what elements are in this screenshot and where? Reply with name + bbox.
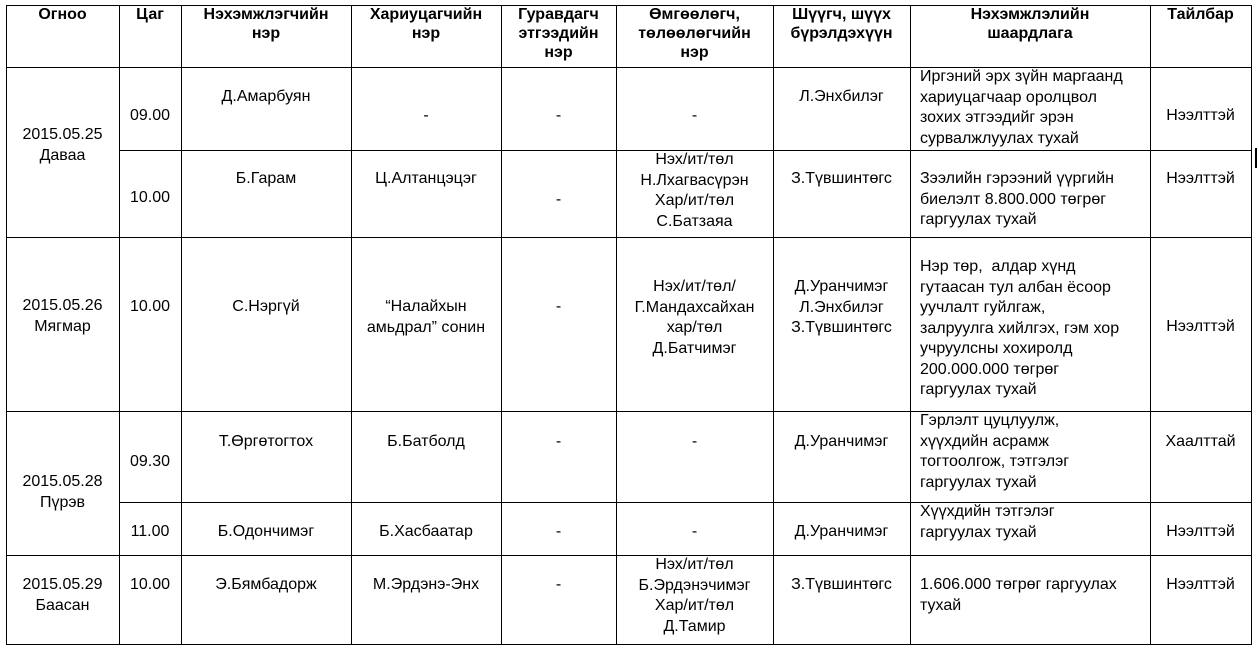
judge-cell: Д.Уранчимэг xyxy=(794,433,889,450)
time-cell: 11.00 xyxy=(130,523,170,540)
note-cell: Нээлттэй xyxy=(1166,318,1235,335)
claim-cell: Нэр төр, алдар хүнд гутаасан тул албан ёсоор уучлалт гуйлгаж, залруулга хийлгэх, гэм хор учруулсны хохиролд 200.000.000 төгрөг гаргуулах тухай xyxy=(920,258,1120,398)
third-party-cell: - xyxy=(555,576,562,593)
advocate-cell: - xyxy=(691,433,698,450)
defendant-cell: “Налайхын амьдрал” сонин xyxy=(366,298,486,336)
time-cell: 10.00 xyxy=(129,189,171,206)
judge-cell: Д.Уранчимэг Л.Энхбилэг З.Түвшинтөгс xyxy=(791,278,892,336)
note-cell: Нээлттэй xyxy=(1166,523,1235,540)
claim-cell: Иргэний эрх зүйн маргаанд хариуцагчаар оролцвол зохих этгээдийг эрэн сурвалжлуулах тухай xyxy=(920,68,1123,147)
header-defendant: Хариуцагчийн нэр xyxy=(369,6,483,42)
judge-cell: Д.Уранчимэг xyxy=(794,523,889,540)
claim-cell: Хүүхдийн тэтгэлэг гаргуулах тухай xyxy=(920,503,1055,541)
table-border xyxy=(501,5,502,645)
header-judge: Шүүгч, шүүх бүрэлдэхүүн xyxy=(790,6,893,42)
plaintiff-cell: Т.Өргөтогтох xyxy=(218,433,314,450)
judge-cell: З.Түвшинтөгс xyxy=(791,576,892,593)
header-third-party: Гуравдагч этгээдийн нэр xyxy=(518,6,599,61)
note-cell: Нээлттэй xyxy=(1166,576,1235,593)
plaintiff-cell: С.Нэргүй xyxy=(232,298,300,315)
time-cell: 09.30 xyxy=(129,453,171,470)
third-party-cell: - xyxy=(555,433,562,450)
table-border xyxy=(6,644,1252,645)
judge-cell: Л.Энхбилэг xyxy=(799,88,884,105)
defendant-cell: М.Эрдэнэ-Энх xyxy=(372,576,480,593)
header-time: Цаг xyxy=(136,6,164,23)
table-border xyxy=(119,5,120,645)
third-party-cell: - xyxy=(555,298,562,315)
claim-cell: Гэрлэлт цуцлуулж, хүүхдийн асрамж тогтоолгож, тэтгэлэг гаргуулах тухай xyxy=(920,412,1070,491)
claim-cell: Зээлийн гэрээний үүргийн биелэлт 8.800.000 төгрөг гаргуулах тухай xyxy=(920,170,1114,228)
date-cell: 2015.05.26 Мягмар xyxy=(22,297,103,335)
advocate-cell: - xyxy=(691,523,698,540)
note-cell: Нээлттэй xyxy=(1166,170,1235,187)
header-plaintiff: Нэхэмжлэгчийн нэр xyxy=(203,6,329,42)
defendant-cell: - xyxy=(423,107,429,124)
note-cell: Хаалттай xyxy=(1165,433,1236,450)
date-cell: 2015.05.25 Даваа xyxy=(22,126,103,164)
time-cell: 10.00 xyxy=(129,298,171,315)
advocate-cell: Нэх/ит/төл Б.Эрдэнэчимэг Хар/ит/төл Д.Тамир xyxy=(638,556,751,635)
third-party-cell: - xyxy=(555,523,562,540)
judge-cell: З.Түвшинтөгс xyxy=(791,170,892,187)
advocate-cell: Нэх/ит/төл/ Г.Мандахсайхан хар/төл Д.Батчимэг xyxy=(634,278,755,357)
defendant-cell: Ц.Алтанцэцэг xyxy=(375,170,477,187)
plaintiff-cell: Э.Бямбадорж xyxy=(215,576,317,593)
third-party-cell: - xyxy=(555,107,562,124)
defendant-cell: Б.Батболд xyxy=(387,433,465,450)
header-date: Огноо xyxy=(38,6,87,23)
header-claim: Нэхэмжлэлийн шаардлага xyxy=(970,6,1090,42)
text-cursor xyxy=(1255,148,1257,168)
table-border xyxy=(1251,5,1252,645)
advocate-cell: - xyxy=(691,107,698,124)
date-cell: 2015.05.29 Баасан xyxy=(22,576,103,614)
date-cell: 2015.05.28 Пүрэв xyxy=(22,473,103,511)
plaintiff-cell: Д.Амарбуян xyxy=(221,88,311,105)
time-cell: 10.00 xyxy=(129,576,171,593)
header-advocate: Өмгөөлөгч, төлөөлөгчийн нэр xyxy=(638,6,751,61)
header-note: Тайлбар xyxy=(1167,6,1234,23)
claim-cell: 1.606.000 төгрөг гаргуулах тухай xyxy=(920,576,1117,614)
table-border xyxy=(6,237,1252,238)
defendant-cell: Б.Хасбаатар xyxy=(379,523,473,540)
plaintiff-cell: Б.Одончимэг xyxy=(217,523,315,540)
table-border xyxy=(910,5,911,645)
plaintiff-cell: Б.Гарам xyxy=(235,170,297,187)
court-schedule-table xyxy=(6,5,1252,645)
advocate-cell: Нэх/ит/төл Н.Лхагвасүрэн Хар/ит/төл С.Батзаяа xyxy=(640,151,749,230)
time-cell: 09.00 xyxy=(129,107,171,124)
third-party-cell: - xyxy=(555,191,562,208)
note-cell: Нээлттэй xyxy=(1166,107,1235,124)
